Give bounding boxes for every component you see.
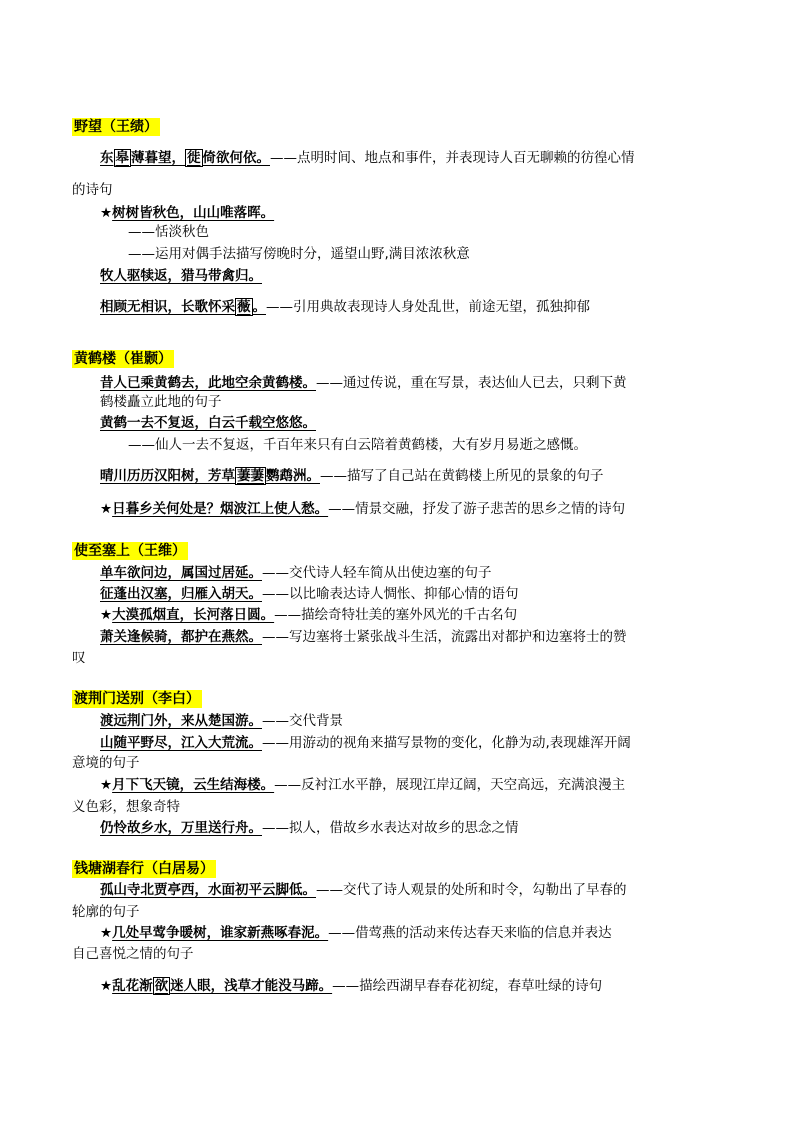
wrap-line: 义色彩，想象奇特 bbox=[72, 799, 180, 815]
wrap-line: 自己喜悦之情的句子 bbox=[72, 946, 194, 962]
poem-line: 萧关逢候骑，都护在燕然。——写边塞将士紧张战斗生活，流露出对都护和边塞将士的赞 bbox=[100, 629, 627, 645]
poem-line: 单车欲问边，属国过居延。——交代诗人轻车简从出使边塞的句子 bbox=[100, 565, 492, 581]
poem-line: 山随平野尽，江入大荒流。——用游动的视角来描写景物的变化，化静为动,表现雄浑开阔 bbox=[100, 735, 631, 751]
poem-line: 黄鹤一去不复返，白云千载空悠悠。 bbox=[100, 415, 316, 431]
poem-line: 晴川历历汉阳树，芳草 萋萋 鹦鹉洲。——描写了自己站在黄鹤楼上所见的景象的句子 bbox=[100, 468, 604, 484]
poem-line: ★大漠孤烟直，长河落日圆。——描绘奇特壮美的塞外风光的千古名句 bbox=[100, 607, 518, 623]
section-title: 渡荆门送别（李白） bbox=[74, 691, 200, 707]
poem-line: ★乱花渐 欲 迷人眼，浅草才能没马蹄。——描绘西湖早春春花初绽，春草吐绿的诗句 bbox=[100, 978, 603, 994]
annotation-line: ——仙人一去不复返，千百年来只有白云陪着黄鹤楼，大有岁月易逝之感慨。 bbox=[128, 437, 587, 453]
poem-line: ★树树皆秋色，山山唯落晖。 bbox=[100, 205, 275, 221]
poem-line: 牧人驱犊返，猎马带禽归。 bbox=[100, 268, 262, 284]
poem-line: ★日暮乡关何处是？烟波江上使人愁。——情景交融，抒发了游子悲苦的思乡之情的诗句 bbox=[100, 501, 626, 517]
section-title: 黄鹤楼（崔颢） bbox=[74, 351, 172, 367]
poem-line: 渡远荆门外，来从楚国游。——交代背景 bbox=[100, 713, 343, 729]
wrap-line: 轮廓的句子 bbox=[72, 904, 140, 920]
poem-line: 昔人已乘黄鹤去，此地空余黄鹤楼。——通过传说，重在写景，表达仙人已去，只剩下黄 bbox=[100, 375, 627, 391]
poem-line: 孤山寺北贾亭西，水面初平云脚低。——交代了诗人观景的处所和时令，勾勒出了早春的 bbox=[100, 882, 627, 898]
section-title: 使至塞上（王维） bbox=[74, 543, 186, 559]
wrap-line: 叹 bbox=[72, 650, 86, 666]
poem-line: 征蓬出汉塞，归雁入胡天。——以比喻表达诗人惆怅、抑郁心情的语句 bbox=[100, 586, 519, 602]
poem-line: ★月下飞天镜，云生结海楼。——反衬江水平静，展现江岸辽阔，天空高远，充满浪漫主 bbox=[100, 777, 626, 793]
section-title: 钱塘湖春行（白居易） bbox=[74, 861, 214, 877]
annotation-line: ——运用对偶手法描写傍晚时分，遥望山野,满目浓浓秋意 bbox=[128, 246, 470, 262]
poem-line: ★几处早莺争暖树，谁家新燕啄春泥。——借莺燕的活动来传达春天来临的信息并表达 bbox=[100, 925, 612, 941]
wrap-line: 的诗句 bbox=[72, 182, 113, 198]
poem-line: 相顾无相识，长歌怀采 薇 。——引用典故表现诗人身处乱世，前途无望，孤独抑郁 bbox=[100, 299, 590, 315]
poem-line: 东 皋 薄暮望， 徙 倚欲何依。——点明时间、地点和事件，并表现诗人百无聊赖的彷徨心情 bbox=[100, 150, 635, 166]
section-title: 野望（王绩） bbox=[74, 119, 158, 135]
wrap-line: 意境的句子 bbox=[72, 755, 140, 771]
wrap-line: 鹤楼矗立此地的句子 bbox=[100, 394, 222, 410]
annotation-line: ——恬淡秋色 bbox=[128, 224, 209, 240]
poem-line: 仍怜故乡水，万里送行舟。——拟人，借故乡水表达对故乡的思念之情 bbox=[100, 820, 519, 836]
